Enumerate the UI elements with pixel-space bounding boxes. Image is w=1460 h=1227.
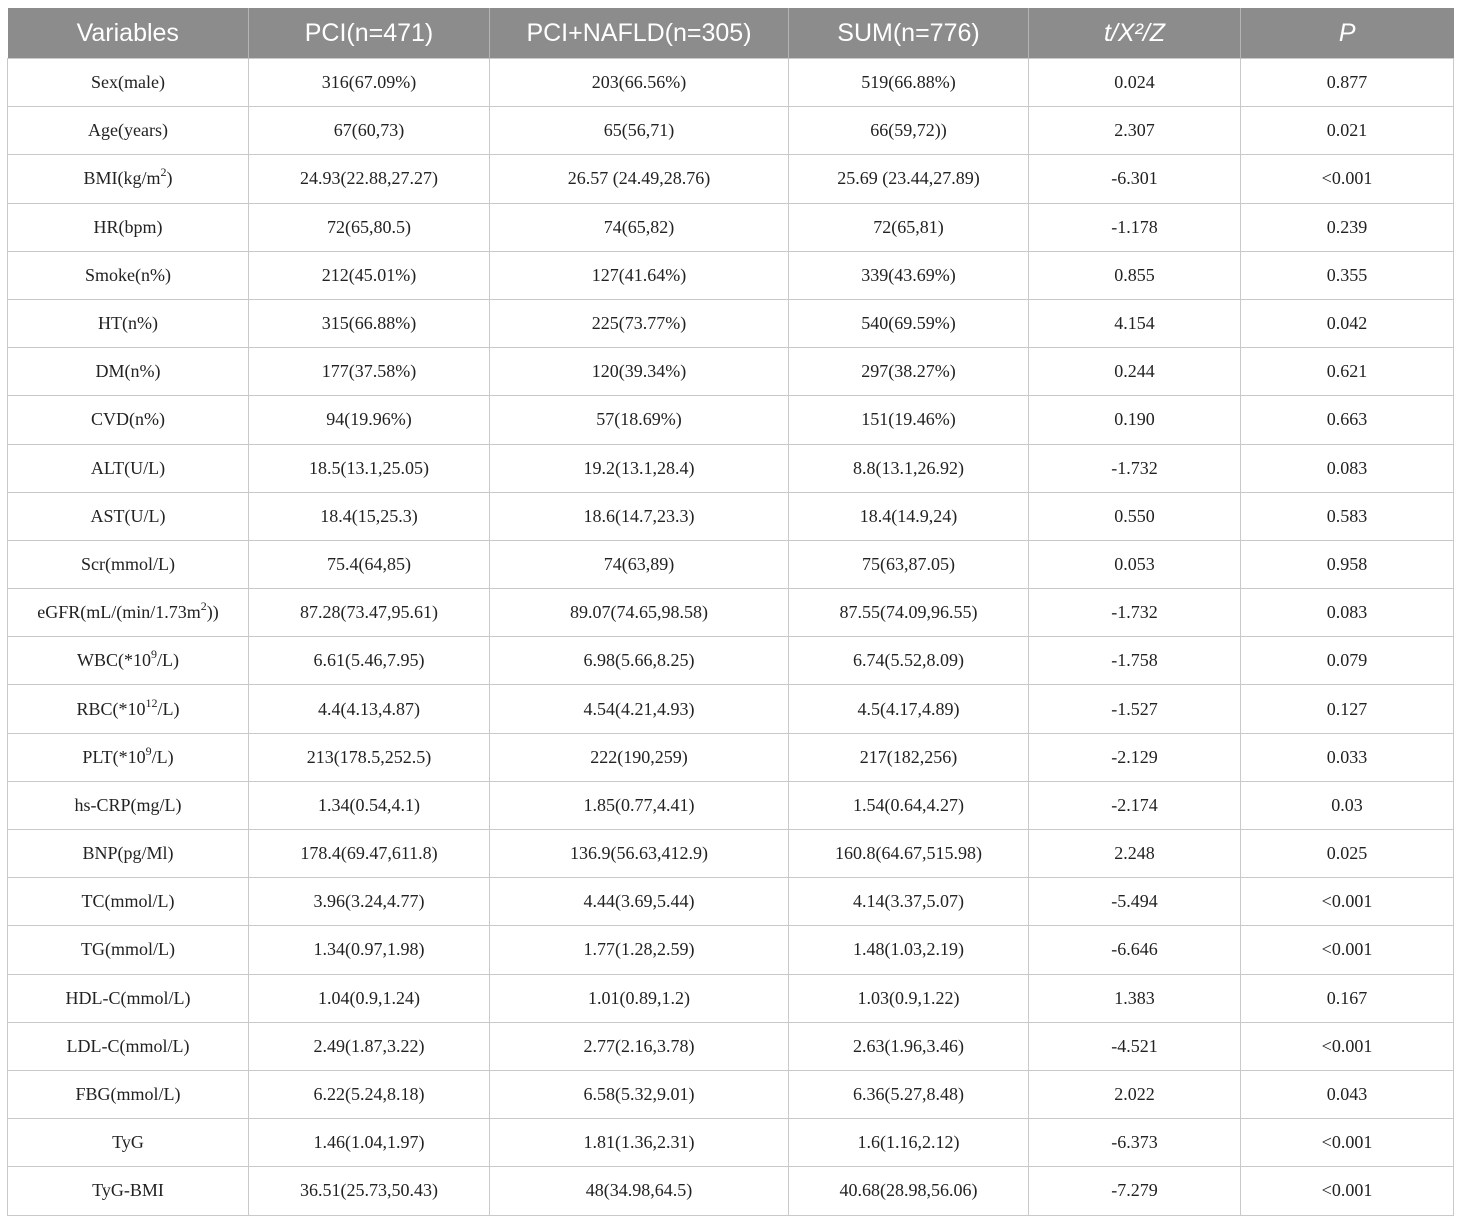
variable-label: CVD(n%) — [91, 409, 165, 430]
column-header-variables: Variables — [8, 8, 249, 59]
pci-value-cell: 18.4(15,25.3) — [249, 492, 490, 540]
pci-nafld-value-cell: 127(41.64%) — [490, 251, 789, 299]
pci-value-cell: 213(178.5,252.5) — [249, 733, 490, 781]
sum-value-cell: 339(43.69%) — [789, 251, 1029, 299]
variable-cell — [8, 203, 249, 251]
statistic-value-cell: -1.732 — [1029, 444, 1241, 492]
p-value-cell: 0.583 — [1241, 492, 1454, 540]
table-row — [8, 540, 1454, 588]
statistic-value-cell: 0.244 — [1029, 348, 1241, 396]
p-value-cell: <0.001 — [1241, 1167, 1454, 1215]
table-row — [8, 155, 1454, 203]
variable-label: HR(bpm) — [93, 216, 163, 237]
column-header-pci: PCI(n=471) — [249, 8, 490, 59]
sum-value-cell: 72(65,81) — [789, 203, 1029, 251]
variable-label-suffix: )) — [206, 602, 219, 623]
sum-value-cell: 6.74(5.52,8.09) — [789, 637, 1029, 685]
variable-superscript: 9 — [151, 647, 157, 662]
p-value-cell: 0.877 — [1241, 59, 1454, 107]
pci-nafld-value-cell: 74(65,82) — [490, 203, 789, 251]
p-value-cell: <0.001 — [1241, 1022, 1454, 1070]
variable-cell — [8, 59, 249, 107]
variable-cell — [8, 685, 249, 733]
p-value-cell: 0.958 — [1241, 540, 1454, 588]
variable-label: Sex(male) — [91, 72, 165, 93]
variable-label: LDL-C(mmol/L) — [66, 1035, 190, 1056]
statistic-value-cell: 0.024 — [1029, 59, 1241, 107]
variable-label-suffix: /L) — [157, 650, 179, 671]
pci-nafld-value-cell: 2.77(2.16,3.78) — [490, 1022, 789, 1070]
p-value-cell: 0.621 — [1241, 348, 1454, 396]
variable-cell — [8, 444, 249, 492]
statistic-value-cell: -2.129 — [1029, 733, 1241, 781]
table-row — [8, 830, 1454, 878]
variable-cell — [8, 540, 249, 588]
pci-nafld-value-cell: 225(73.77%) — [490, 299, 789, 347]
pci-value-cell: 36.51(25.73,50.43) — [249, 1167, 490, 1215]
sum-value-cell: 75(63,87.05) — [789, 540, 1029, 588]
statistic-value-cell: -1.527 — [1029, 685, 1241, 733]
pci-nafld-value-cell: 65(56,71) — [490, 107, 789, 155]
header-row — [8, 8, 1454, 59]
table-container — [7, 8, 1453, 1216]
pci-value-cell: 4.4(4.13,4.87) — [249, 685, 490, 733]
statistic-value-cell: -2.174 — [1029, 781, 1241, 829]
statistic-value-cell: 2.248 — [1029, 830, 1241, 878]
variable-cell — [8, 299, 249, 347]
table-row — [8, 926, 1454, 974]
table-row — [8, 1119, 1454, 1167]
pci-nafld-value-cell: 4.44(3.69,5.44) — [490, 878, 789, 926]
sum-value-cell: 540(69.59%) — [789, 299, 1029, 347]
variable-label: HT(n%) — [98, 313, 158, 334]
table-row — [8, 348, 1454, 396]
statistic-value-cell: 0.855 — [1029, 251, 1241, 299]
sum-value-cell: 1.54(0.64,4.27) — [789, 781, 1029, 829]
statistic-value-cell: -4.521 — [1029, 1022, 1241, 1070]
pci-value-cell: 212(45.01%) — [249, 251, 490, 299]
variable-cell — [8, 733, 249, 781]
p-value-cell: 0.083 — [1241, 444, 1454, 492]
variable-superscript: 2 — [160, 165, 167, 180]
pci-value-cell: 67(60,73) — [249, 107, 490, 155]
statistic-value-cell: 2.307 — [1029, 107, 1241, 155]
statistic-value-cell: -1.178 — [1029, 203, 1241, 251]
statistic-value-cell: 2.022 — [1029, 1070, 1241, 1118]
variable-cell — [8, 1070, 249, 1118]
p-value-cell: 0.083 — [1241, 589, 1454, 637]
table-row — [8, 637, 1454, 685]
pci-nafld-value-cell: 48(34.98,64.5) — [490, 1167, 789, 1215]
table-row — [8, 781, 1454, 829]
statistic-value-cell: 4.154 — [1029, 299, 1241, 347]
variable-cell — [8, 348, 249, 396]
table-row — [8, 878, 1454, 926]
sum-value-cell: 4.14(3.37,5.07) — [789, 878, 1029, 926]
variable-label: PLT(*10 — [82, 746, 146, 767]
table-row — [8, 203, 1454, 251]
variable-superscript: 12 — [145, 695, 158, 710]
pci-value-cell: 6.61(5.46,7.95) — [249, 637, 490, 685]
pci-value-cell: 177(37.58%) — [249, 348, 490, 396]
p-value-cell: 0.355 — [1241, 251, 1454, 299]
table-row — [8, 59, 1454, 107]
table-row — [8, 396, 1454, 444]
statistic-value-cell: -1.732 — [1029, 589, 1241, 637]
table-row — [8, 1167, 1454, 1215]
sum-value-cell: 8.8(13.1,26.92) — [789, 444, 1029, 492]
pci-value-cell: 87.28(73.47,95.61) — [249, 589, 490, 637]
pci-value-cell: 1.04(0.9,1.24) — [249, 974, 490, 1022]
table-row — [8, 974, 1454, 1022]
sum-value-cell: 40.68(28.98,56.06) — [789, 1167, 1029, 1215]
variable-label: TG(mmol/L) — [81, 939, 175, 960]
pci-nafld-value-cell: 120(39.34%) — [490, 348, 789, 396]
variable-cell — [8, 974, 249, 1022]
pci-value-cell: 24.93(22.88,27.27) — [249, 155, 490, 203]
variable-label: AST(U/L) — [90, 505, 166, 526]
variable-cell — [8, 107, 249, 155]
table-row — [8, 299, 1454, 347]
table-row — [8, 107, 1454, 155]
pci-value-cell: 316(67.09%) — [249, 59, 490, 107]
p-value-cell: <0.001 — [1241, 926, 1454, 974]
pci-value-cell: 6.22(5.24,8.18) — [249, 1070, 490, 1118]
table-row — [8, 1022, 1454, 1070]
p-value-cell: 0.033 — [1241, 733, 1454, 781]
sum-value-cell: 1.6(1.16,2.12) — [789, 1119, 1029, 1167]
statistic-value-cell: 0.550 — [1029, 492, 1241, 540]
pci-value-cell: 94(19.96%) — [249, 396, 490, 444]
pci-value-cell: 3.96(3.24,4.77) — [249, 878, 490, 926]
pci-nafld-value-cell: 203(66.56%) — [490, 59, 789, 107]
p-value-cell: 0.239 — [1241, 203, 1454, 251]
pci-value-cell: 178.4(69.47,611.8) — [249, 830, 490, 878]
sum-value-cell: 2.63(1.96,3.46) — [789, 1022, 1029, 1070]
sum-value-cell: 25.69 (23.44,27.89) — [789, 155, 1029, 203]
pci-value-cell: 18.5(13.1,25.05) — [249, 444, 490, 492]
statistic-value-cell: -6.373 — [1029, 1119, 1241, 1167]
statistic-value-cell: -6.646 — [1029, 926, 1241, 974]
variable-cell — [8, 1022, 249, 1070]
pci-nafld-value-cell: 6.58(5.32,9.01) — [490, 1070, 789, 1118]
variable-label: eGFR(mL/(min/1.73m — [37, 602, 201, 623]
p-value-cell: <0.001 — [1241, 1119, 1454, 1167]
pci-nafld-value-cell: 136.9(56.63,412.9) — [490, 830, 789, 878]
variable-label: HDL-C(mmol/L) — [65, 987, 191, 1008]
variable-label: TyG-BMI — [92, 1180, 164, 1201]
variable-label: RBC(*10 — [76, 698, 146, 719]
column-header-statistic: t/X²/Z — [1029, 8, 1241, 59]
sum-value-cell: 6.36(5.27,8.48) — [789, 1070, 1029, 1118]
pci-nafld-value-cell: 1.77(1.28,2.59) — [490, 926, 789, 974]
pci-nafld-value-cell: 89.07(74.65,98.58) — [490, 589, 789, 637]
variable-label: TC(mmol/L) — [81, 891, 175, 912]
pci-nafld-value-cell: 1.01(0.89,1.2) — [490, 974, 789, 1022]
variable-label-suffix: /L) — [151, 746, 174, 767]
variable-label-suffix: /L) — [157, 698, 180, 719]
table-header — [8, 8, 1454, 59]
variable-label: TyG — [112, 1132, 144, 1153]
variable-label: BNP(pg/Ml) — [82, 843, 174, 864]
pci-value-cell: 1.46(1.04,1.97) — [249, 1119, 490, 1167]
variable-cell — [8, 589, 249, 637]
sum-value-cell: 4.5(4.17,4.89) — [789, 685, 1029, 733]
variable-cell — [8, 926, 249, 974]
pci-nafld-value-cell: 26.57 (24.49,28.76) — [490, 155, 789, 203]
column-header-sum: SUM(n=776) — [789, 8, 1029, 59]
baseline-characteristics-table — [7, 8, 1454, 1216]
sum-value-cell: 18.4(14.9,24) — [789, 492, 1029, 540]
pci-value-cell: 1.34(0.97,1.98) — [249, 926, 490, 974]
sum-value-cell: 160.8(64.67,515.98) — [789, 830, 1029, 878]
variable-label: hs-CRP(mg/L) — [74, 794, 182, 815]
table-row — [8, 1070, 1454, 1118]
p-value-cell: <0.001 — [1241, 878, 1454, 926]
variable-label: Age(years) — [88, 120, 168, 141]
variable-cell — [8, 155, 249, 203]
pci-value-cell: 2.49(1.87,3.22) — [249, 1022, 490, 1070]
pci-nafld-value-cell: 1.85(0.77,4.41) — [490, 781, 789, 829]
statistic-value-cell: -1.758 — [1029, 637, 1241, 685]
statistic-value-cell: 1.383 — [1029, 974, 1241, 1022]
pci-nafld-value-cell: 74(63,89) — [490, 540, 789, 588]
pci-nafld-value-cell: 19.2(13.1,28.4) — [490, 444, 789, 492]
variable-cell — [8, 1119, 249, 1167]
variable-label-suffix: ) — [166, 168, 173, 189]
sum-value-cell: 217(182,256) — [789, 733, 1029, 781]
table-row — [8, 733, 1454, 781]
p-value-cell: 0.042 — [1241, 299, 1454, 347]
pci-nafld-value-cell: 1.81(1.36,2.31) — [490, 1119, 789, 1167]
pci-nafld-value-cell: 4.54(4.21,4.93) — [490, 685, 789, 733]
sum-value-cell: 66(59,72)) — [789, 107, 1029, 155]
variable-label: Scr(mmol/L) — [81, 553, 175, 574]
variable-label: ALT(U/L) — [90, 457, 166, 478]
variable-label: WBC(*10 — [77, 650, 151, 671]
p-value-cell: 0.021 — [1241, 107, 1454, 155]
table-body — [8, 59, 1454, 1216]
sum-value-cell: 1.03(0.9,1.22) — [789, 974, 1029, 1022]
pci-value-cell: 315(66.88%) — [249, 299, 490, 347]
variable-superscript: 2 — [200, 599, 207, 614]
variable-cell — [8, 830, 249, 878]
variable-cell — [8, 1167, 249, 1215]
statistic-value-cell: -7.279 — [1029, 1167, 1241, 1215]
sum-value-cell: 519(66.88%) — [789, 59, 1029, 107]
sum-value-cell: 87.55(74.09,96.55) — [789, 589, 1029, 637]
p-value-cell: 0.127 — [1241, 685, 1454, 733]
pci-value-cell: 1.34(0.54,4.1) — [249, 781, 490, 829]
p-value-cell: 0.079 — [1241, 637, 1454, 685]
p-value-cell: 0.043 — [1241, 1070, 1454, 1118]
p-value-cell: <0.001 — [1241, 155, 1454, 203]
statistic-value-cell: -5.494 — [1029, 878, 1241, 926]
statistic-value-cell: 0.053 — [1029, 540, 1241, 588]
variable-cell — [8, 781, 249, 829]
column-header-pci-nafld: PCI+NAFLD(n=305) — [490, 8, 789, 59]
variable-label: DM(n%) — [95, 361, 161, 382]
p-value-cell: 0.167 — [1241, 974, 1454, 1022]
variable-cell — [8, 251, 249, 299]
variable-superscript: 9 — [145, 743, 152, 758]
p-value-cell: 0.025 — [1241, 830, 1454, 878]
sum-value-cell: 1.48(1.03,2.19) — [789, 926, 1029, 974]
table-row — [8, 685, 1454, 733]
variable-cell — [8, 878, 249, 926]
column-header-p-value: P — [1241, 8, 1454, 59]
variable-label: Smoke(n%) — [85, 264, 171, 285]
table-row — [8, 589, 1454, 637]
variable-cell — [8, 396, 249, 444]
variable-cell — [8, 637, 249, 685]
variable-label: BMI(kg/m — [83, 168, 161, 189]
table-row — [8, 492, 1454, 540]
variable-label: FBG(mmol/L) — [75, 1084, 181, 1105]
table-row — [8, 444, 1454, 492]
pci-value-cell: 72(65,80.5) — [249, 203, 490, 251]
statistic-value-cell: 0.190 — [1029, 396, 1241, 444]
pci-nafld-value-cell: 6.98(5.66,8.25) — [490, 637, 789, 685]
p-value-cell: 0.663 — [1241, 396, 1454, 444]
pci-nafld-value-cell: 57(18.69%) — [490, 396, 789, 444]
sum-value-cell: 151(19.46%) — [789, 396, 1029, 444]
pci-value-cell: 75.4(64,85) — [249, 540, 490, 588]
sum-value-cell: 297(38.27%) — [789, 348, 1029, 396]
variable-cell — [8, 492, 249, 540]
p-value-cell: 0.03 — [1241, 781, 1454, 829]
pci-nafld-value-cell: 18.6(14.7,23.3) — [490, 492, 789, 540]
statistic-value-cell: -6.301 — [1029, 155, 1241, 203]
pci-nafld-value-cell: 222(190,259) — [490, 733, 789, 781]
table-row — [8, 251, 1454, 299]
